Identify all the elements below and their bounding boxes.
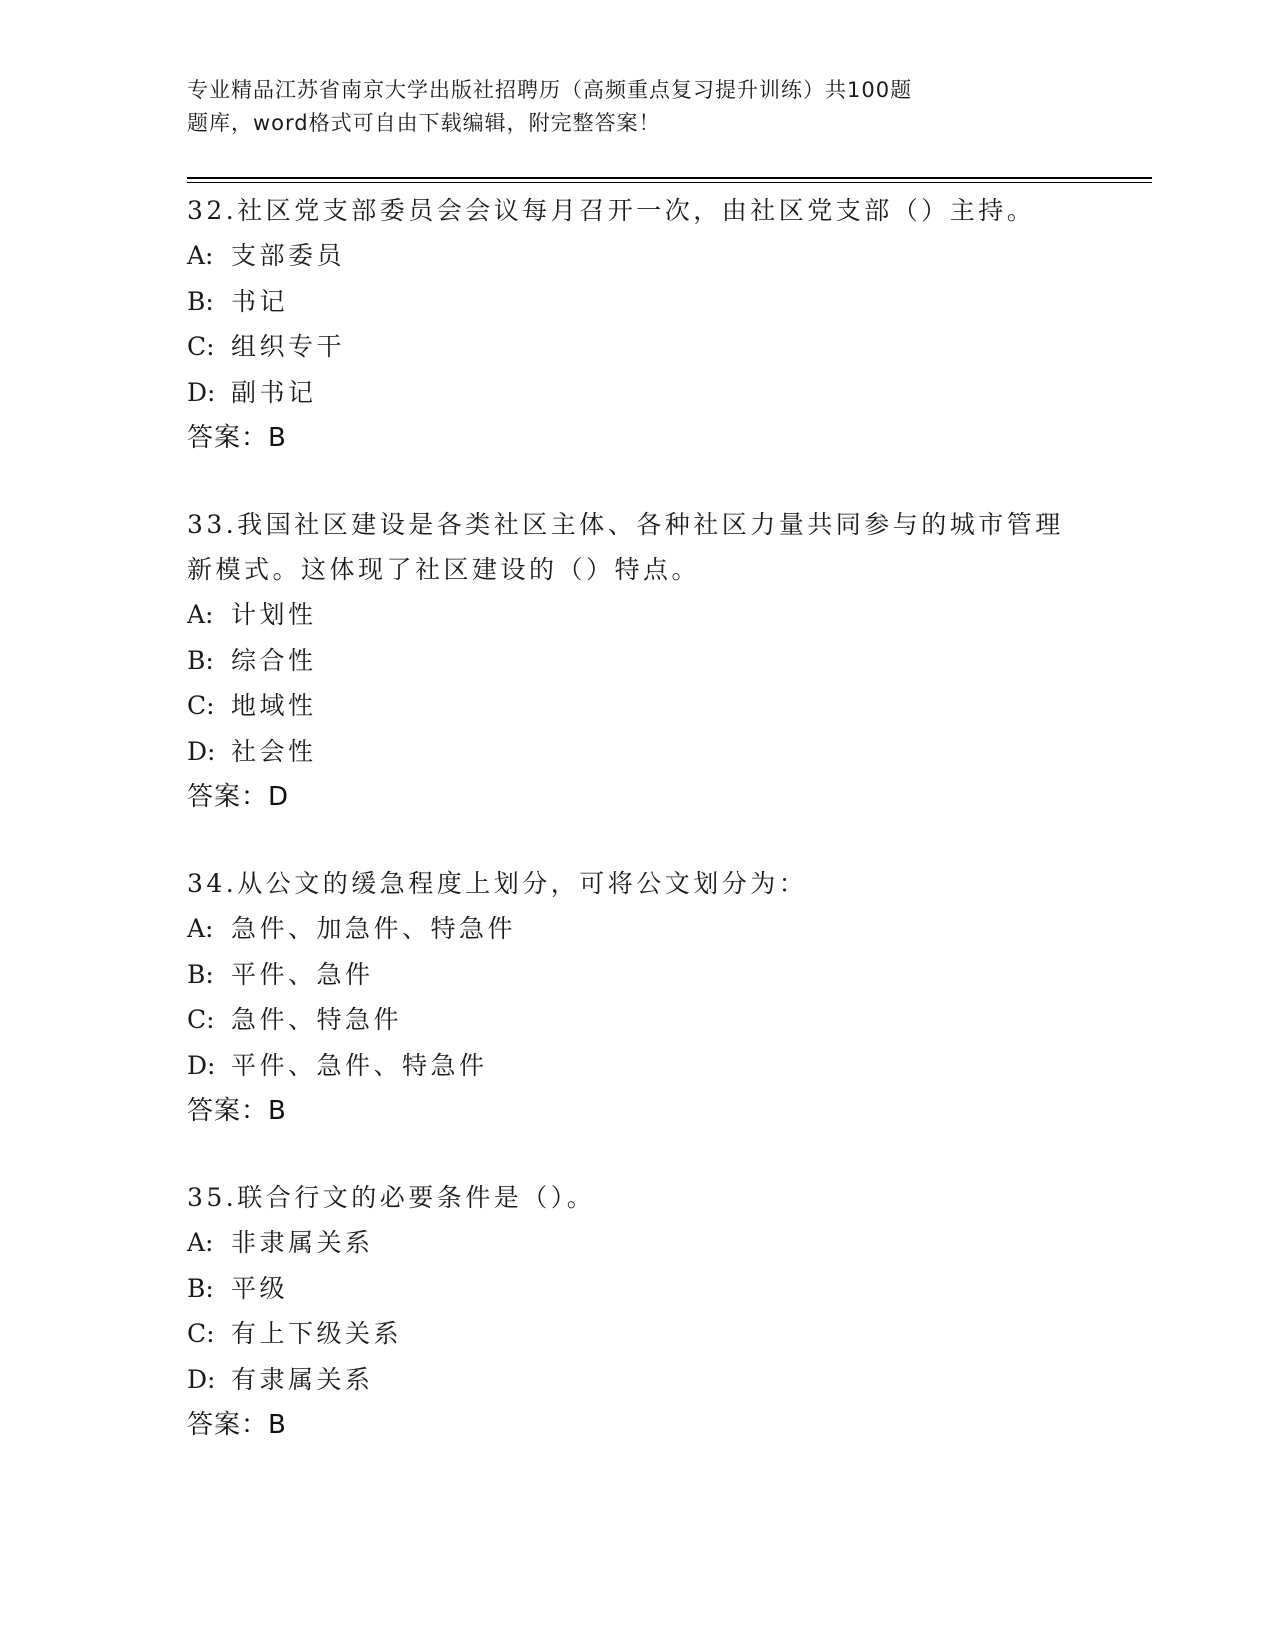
header-line-1: 专业精品江苏省南京大学出版社招聘历（高频重点复习提升训练）共100题	[187, 78, 913, 102]
option-text: 综合性	[231, 645, 317, 675]
question-stem-line: 34.从公文的缓急程度上划分，可将公文划分为：	[187, 869, 808, 898]
option-a	[187, 906, 1147, 952]
option-key: C:	[187, 1005, 215, 1034]
option-d	[187, 1357, 1147, 1403]
option-text: 副书记	[231, 377, 317, 407]
option-key: C:	[187, 1319, 215, 1348]
option-key: A:	[187, 914, 214, 943]
option-key: D:	[187, 736, 216, 766]
option-key: B:	[187, 286, 214, 316]
option-text: 计划性	[231, 600, 317, 629]
option-d	[187, 729, 1147, 775]
option-key: A:	[187, 600, 214, 629]
question-stem-line: 33.我国社区建设是各类社区主体、各种社区力量共同参与的城市管理	[187, 510, 1064, 539]
option-d	[187, 370, 1147, 416]
option-key: B:	[187, 959, 214, 989]
header-line-2: 题库，word格式可自由下载编辑，附完整答案！	[187, 111, 661, 135]
option-text: 平级	[231, 1273, 289, 1303]
option-key: A:	[187, 241, 214, 270]
header-divider-thick	[187, 177, 1152, 179]
answer-line: 答案：B	[187, 1410, 287, 1440]
option-a	[187, 592, 1147, 638]
option-b	[187, 1266, 1147, 1312]
option-text: 有上下级关系	[231, 1319, 403, 1348]
option-key: D:	[187, 1050, 216, 1080]
option-text: 有隶属关系	[231, 1364, 374, 1394]
option-c	[187, 683, 1147, 729]
question-list	[187, 188, 1147, 1489]
option-text: 社会性	[231, 736, 317, 766]
option-key: C:	[187, 332, 215, 361]
question-stem	[187, 188, 1147, 233]
question-stem-line: 35.联合行文的必要条件是（）。	[187, 1183, 596, 1212]
question-stem	[187, 1175, 1147, 1220]
option-key: B:	[187, 645, 214, 675]
question-33	[187, 502, 1147, 820]
option-d	[187, 1043, 1147, 1089]
question-stem-line: 新模式。这体现了社区建设的（）特点。	[187, 555, 701, 584]
option-key: C:	[187, 691, 215, 720]
question-34	[187, 861, 1147, 1134]
answer-line: 答案：D	[187, 782, 290, 812]
option-b	[187, 638, 1147, 684]
option-a	[187, 233, 1147, 279]
question-stem	[187, 502, 1147, 592]
option-text: 地域性	[231, 691, 317, 720]
option-c	[187, 1311, 1147, 1357]
header-divider-thin	[187, 182, 1152, 183]
document-header	[187, 74, 1027, 140]
answer-line: 答案：B	[187, 423, 287, 453]
option-text: 急件、特急件	[231, 1005, 403, 1034]
question-stem-line: 32.社区党支部委员会会议每月召开一次，由社区党支部（）主持。	[187, 196, 1036, 225]
option-key: A:	[187, 1228, 214, 1257]
option-b	[187, 279, 1147, 325]
option-text: 非隶属关系	[231, 1228, 374, 1257]
option-c	[187, 324, 1147, 370]
option-key: B:	[187, 1273, 214, 1303]
question-32	[187, 188, 1147, 461]
question-35	[187, 1175, 1147, 1448]
option-a	[187, 1220, 1147, 1266]
answer-line: 答案：B	[187, 1096, 287, 1126]
option-text: 急件、加急件、特急件	[231, 914, 517, 943]
option-c	[187, 997, 1147, 1043]
option-b	[187, 952, 1147, 998]
option-text: 书记	[231, 286, 289, 316]
option-text: 平件、急件	[231, 959, 374, 989]
option-key: D:	[187, 377, 216, 407]
option-key: D:	[187, 1364, 216, 1394]
option-text: 组织专干	[231, 332, 346, 361]
option-text: 平件、急件、特急件	[231, 1050, 488, 1080]
option-text: 支部委员	[231, 241, 346, 270]
question-stem	[187, 861, 1147, 906]
